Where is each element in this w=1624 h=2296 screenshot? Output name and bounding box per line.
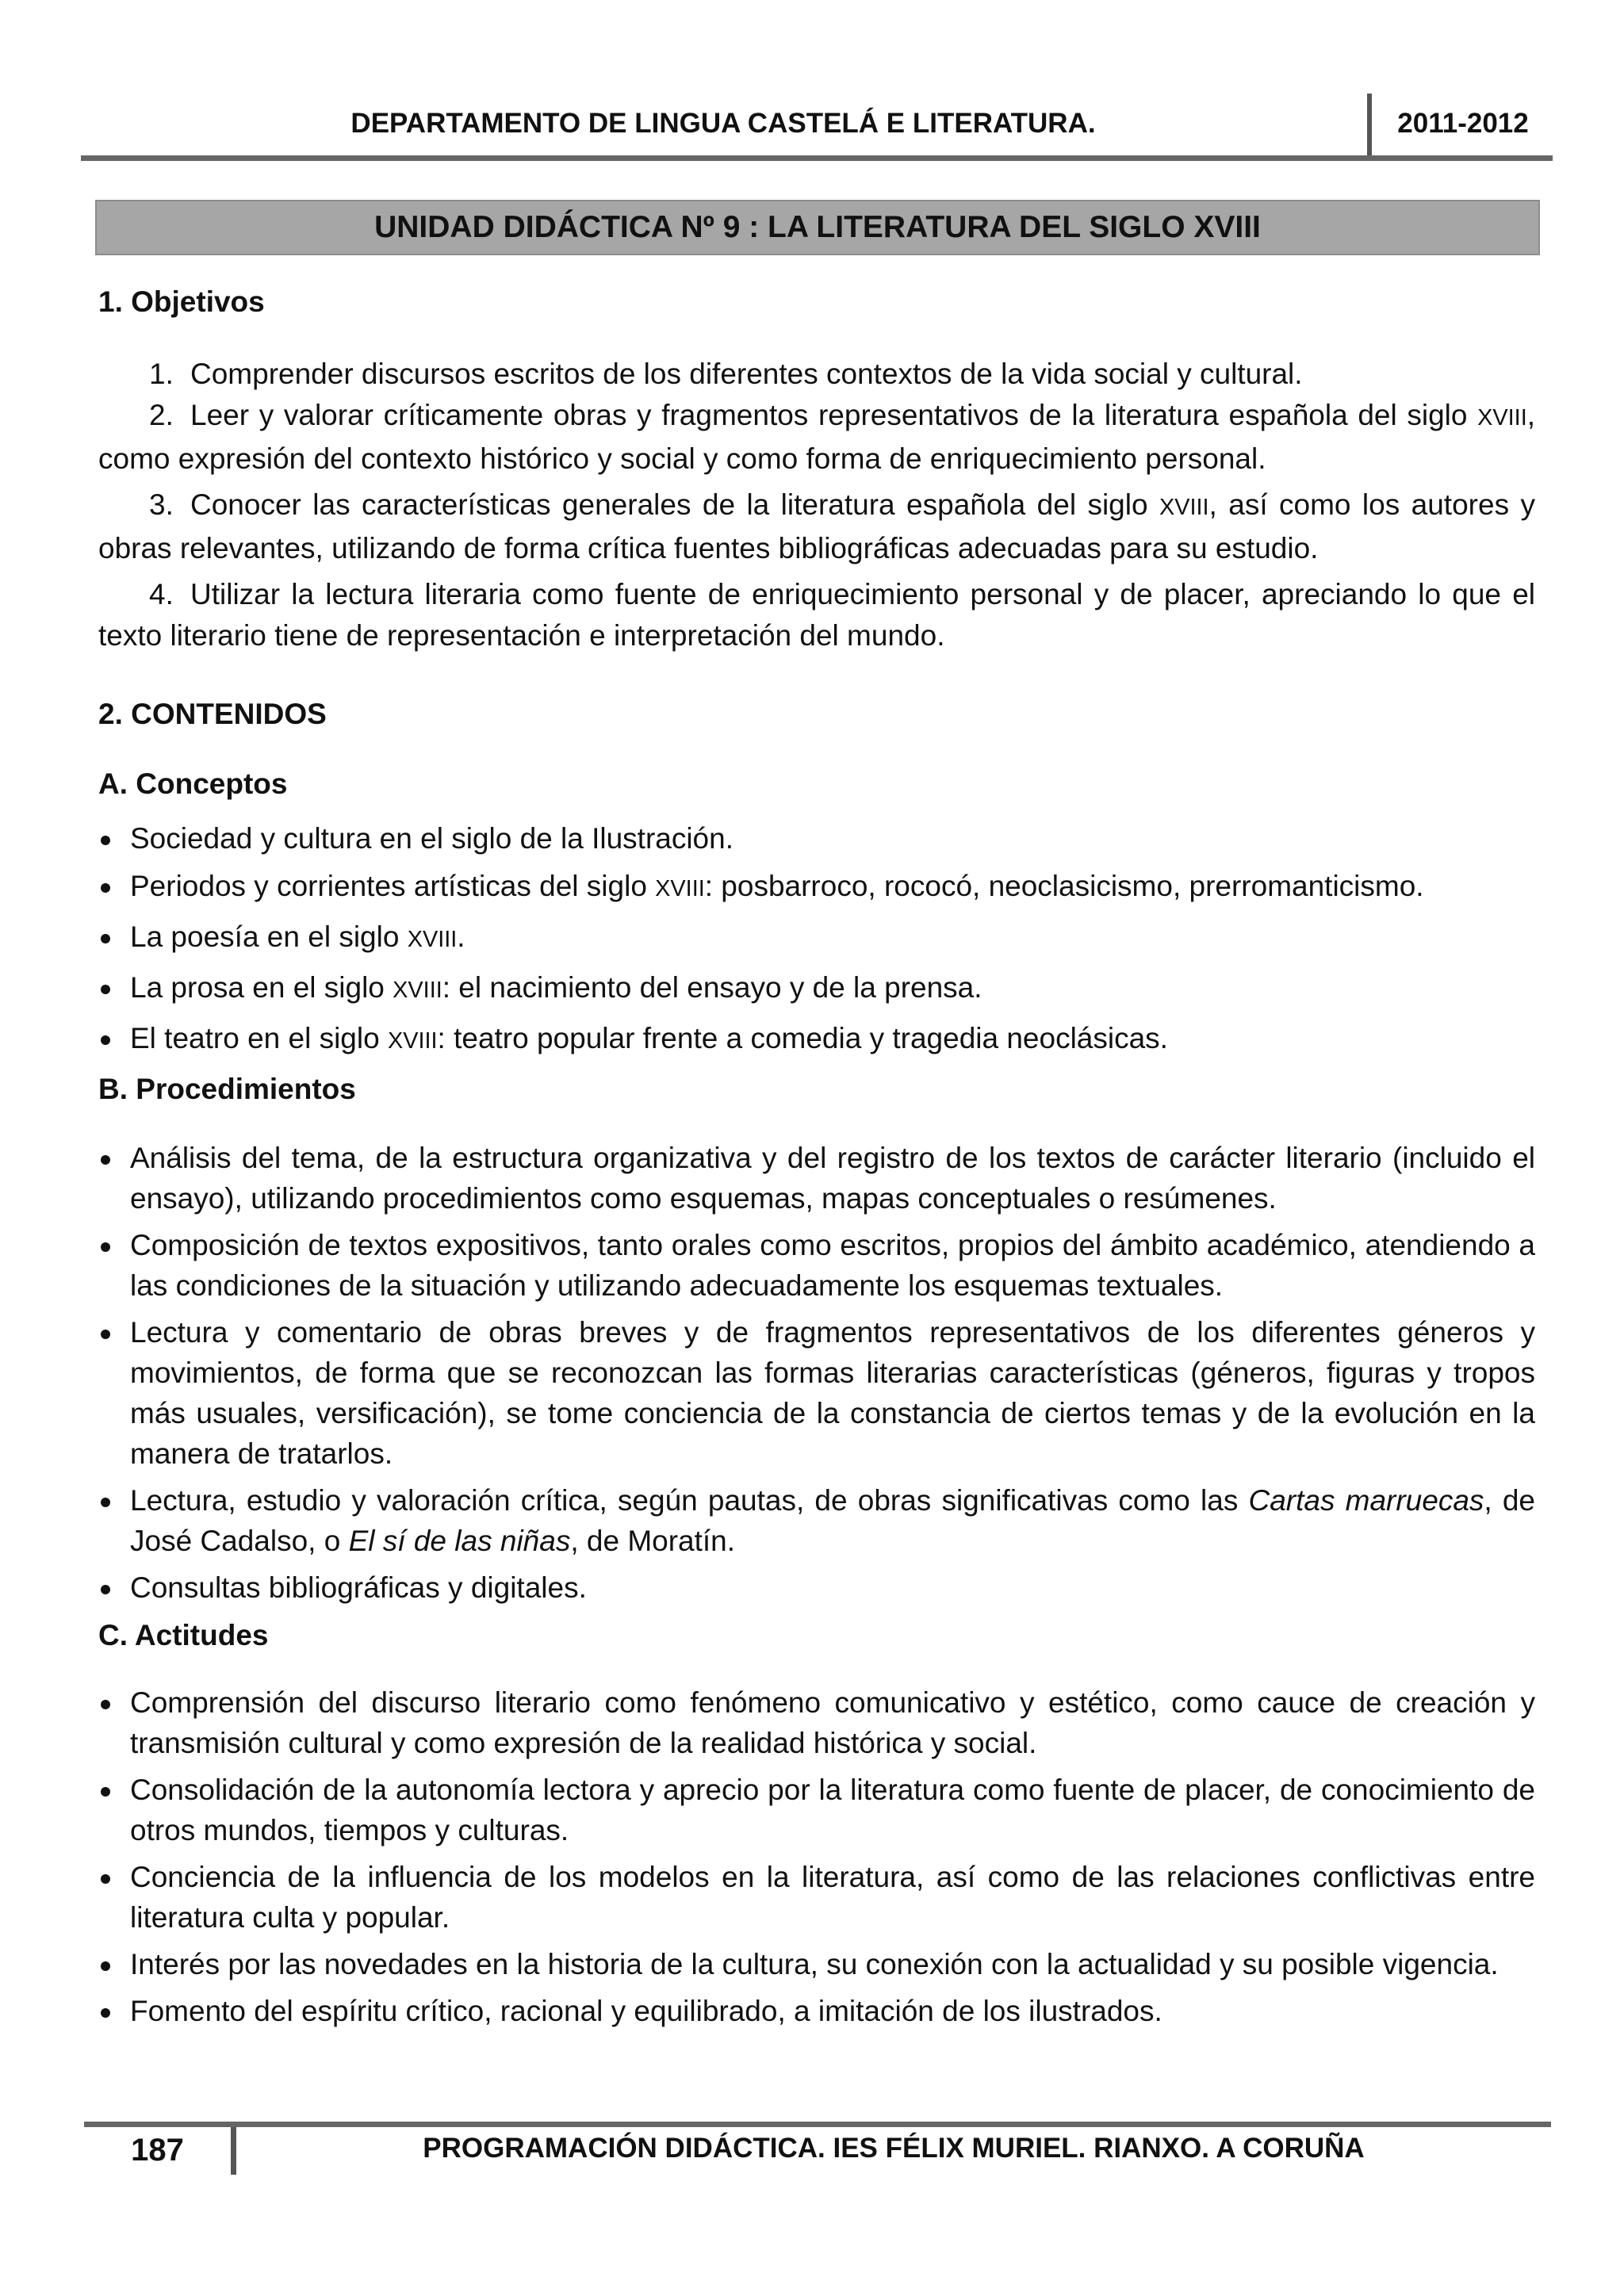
footer-rule xyxy=(84,2122,1551,2127)
bullet-icon xyxy=(101,2008,110,2018)
bullet-icon xyxy=(101,1787,110,1797)
list-item: Lectura y comentario de obras breves y de fragmentos representativos de los diferentes géneros y movimientos, de forma que se reconozcan las formas literarias características (géneros, figuras y tropos más usuales, versificación), se tome conciencia de la constancia de ciertos temas y de la evolución en la manera de tratarlos. xyxy=(98,1312,1535,1474)
objetivo-item: 1. Comprender discursos escritos de los diferentes contextos de la vida social y cultural. xyxy=(149,358,1303,390)
list-item: Fomento del espíritu crítico, racional y equilibrado, a imitación de los ilustrados. xyxy=(98,1991,1535,2031)
list-item: Consolidación de la autonomía lectora y aprecio por la literatura como fuente de placer, de conocimiento de otros mundos, tiempos y culturas. xyxy=(98,1770,1535,1850)
header-divider xyxy=(1367,94,1372,155)
objetivos-list xyxy=(98,354,1535,656)
objetivos-heading: 1. Objetivos xyxy=(98,285,265,318)
conceptos-heading: A. Conceptos xyxy=(98,767,288,800)
list-item: Interés por las novedades en la historia de la cultura, su conexión con la actualidad y su posible vigencia. xyxy=(98,1944,1535,1984)
list-item: Análisis del tema, de la estructura organizativa y del registro de los textos de carácter literario (incluido el ensayo), utilizando procedimientos como esquemas, mapas conceptuales o resúmenes. xyxy=(98,1138,1535,1219)
conceptos-list xyxy=(98,818,1535,1062)
list-item: Conciencia de la influencia de los modelos en la literatura, así como de las relaciones conflictivas entre literatura culta y popular. xyxy=(98,1857,1535,1938)
list-item: Comprensión del discurso literario como fenómeno comunicativo y estético, como cauce de creación y transmisión cultural y como expresión de la realidad histórica y social. xyxy=(98,1682,1535,1763)
list-item: La prosa en el siglo XVIII: el nacimiento del ensayo y de la prensa. xyxy=(98,967,1535,1011)
objetivo-item: 4. Utilizar la lectura literaria como fuente de enriquecimiento personal y de placer, apreciando lo que el texto literario tiene de representación e interpretación del mundo. xyxy=(98,578,1535,652)
bullet-icon xyxy=(101,985,110,994)
bullet-icon xyxy=(101,836,110,845)
bullet-icon xyxy=(101,1874,110,1884)
bullet-icon xyxy=(101,1035,110,1045)
bullet-icon xyxy=(101,1585,110,1594)
objetivo-item: 2. Leer y valorar críticamente obras y fragmentos representativos de la literatura española del siglo XVIII, como expresión del contexto histórico y social y como forma de enriquecimiento personal. xyxy=(98,399,1535,475)
list-item: Composición de textos expositivos, tanto orales como escritos, propios del ámbito académico, atendiendo a las condiciones de la situación y utilizando adecuadamente los esquemas textuales. xyxy=(98,1225,1535,1306)
bullet-icon xyxy=(101,934,110,943)
book-title: Cartas marruecas xyxy=(1248,1484,1484,1517)
list-item: Sociedad y cultura en el siglo de la Ilustración. xyxy=(98,818,1535,859)
bullet-icon xyxy=(101,1242,110,1252)
bullet-icon xyxy=(101,1700,110,1709)
actitudes-heading: C. Actitudes xyxy=(98,1619,269,1651)
list-item: Lectura, estudio y valoración crítica, según pautas, de obras significativas como las Cartas marruecas, de José Cadalso, o El sí de las niñas, de Moratín. xyxy=(98,1480,1535,1561)
bullet-icon xyxy=(101,1155,110,1165)
list-item: Periodos y corrientes artísticas del siglo XVIII: posbarroco, rococó, neoclasicismo, prerromanticismo. xyxy=(98,866,1535,909)
bullet-icon xyxy=(101,1498,110,1507)
footer-text: PROGRAMACIÓN DIDÁCTICA. IES FÉLIX MURIEL. RIANXO. A CORUÑA xyxy=(423,2133,1365,2164)
book-title: El sí de las niñas xyxy=(348,1525,571,1557)
list-item: Consultas bibliográficas y digitales. xyxy=(98,1567,1535,1608)
bullet-icon xyxy=(101,1330,110,1339)
page-number: 187 xyxy=(131,2133,184,2168)
objetivo-item: 3. Conocer las características generales de la literatura española del siglo XVIII, así como los autores y obras relevantes, utilizando de forma crítica fuentes bibliográficas adecuadas para su estudio. xyxy=(98,488,1535,564)
footer-divider xyxy=(231,2127,236,2175)
header-rule xyxy=(81,155,1553,161)
page-header xyxy=(81,94,1553,157)
header-year: 2011-2012 xyxy=(1397,108,1529,139)
unit-title: UNIDAD DIDÁCTICA Nº 9 : LA LITERATURA DEL SIGLO XVIII xyxy=(95,200,1540,255)
bullet-icon xyxy=(101,883,110,893)
bullet-icon xyxy=(101,1961,110,1971)
procedimientos-list xyxy=(98,1138,1535,1608)
contenidos-heading: 2. CONTENIDOS xyxy=(98,698,327,730)
procedimientos-heading: B. Procedimientos xyxy=(98,1073,356,1105)
list-item: La poesía en el siglo XVIII. xyxy=(98,916,1535,960)
header-department: DEPARTAMENTO DE LINGUA CASTELÁ E LITERATURA. xyxy=(350,108,1096,139)
list-item: El teatro en el siglo XVIII: teatro popular frente a comedia y tragedia neoclásicas. xyxy=(98,1018,1535,1062)
main-content xyxy=(98,285,1535,2031)
actitudes-list xyxy=(98,1682,1535,2031)
